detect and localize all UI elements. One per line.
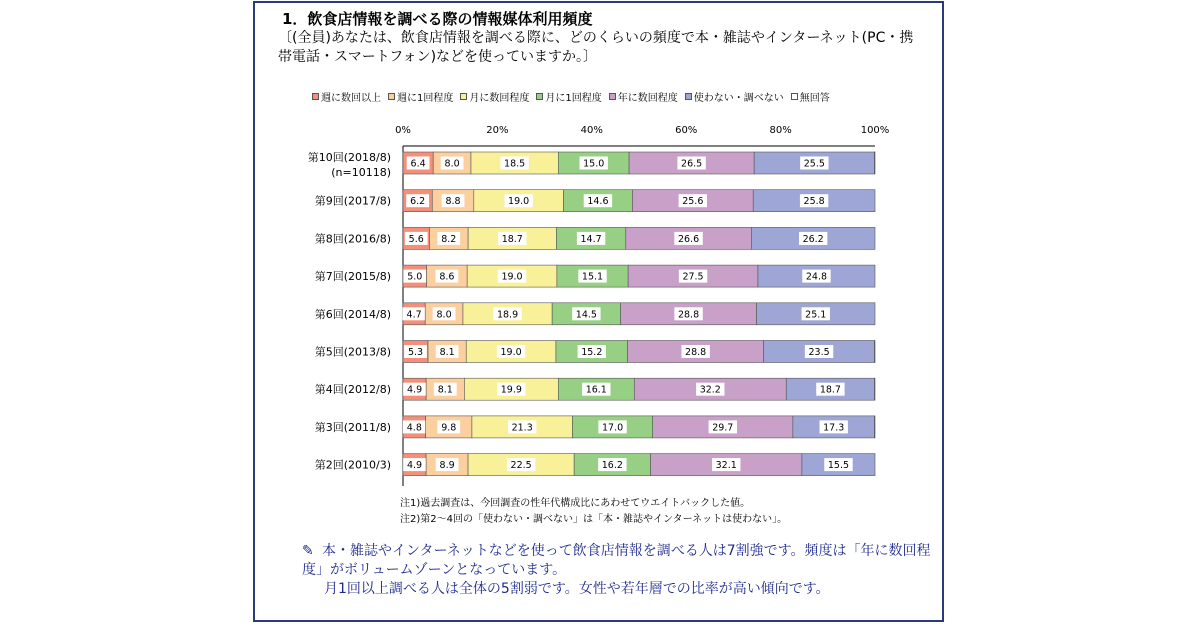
chart-title: 1．飲食店情報を調べる際の情報媒体利用頻度 [282,10,593,28]
data-label: 18.9 [496,309,519,321]
category-label: 第8回(2016/8) [314,232,391,246]
data-label: 15.2 [581,347,603,358]
category-label: 第6回(2014/8) [314,307,391,321]
data-label: 32.2 [699,384,721,396]
x-tick-label: 100% [860,125,890,136]
data-label: 8.0 [444,158,460,170]
legend-label: 無回答 [799,92,830,104]
data-label: 18.7 [819,384,841,396]
data-label: 14.6 [587,196,609,208]
data-label: 23.5 [808,347,830,358]
x-tick-label: 60% [675,125,698,136]
note-1: 注1)過去調査は、今回調査の性年代構成比にあわせてウエイトバックした値。 [400,498,751,509]
category-label: 第10回(2018/8) [307,151,391,164]
x-tick-label: 20% [486,125,509,136]
data-label: 25.8 [803,196,825,208]
data-label: 26.2 [802,233,824,245]
summary-line-1: 本・雑誌やインターネットなどを使って飲食店情報を調べる人は7割強です。頻度は「年に数回程度」がボリュームゾーンとなっています。 [302,543,931,578]
data-label: 18.5 [504,158,526,170]
note-2: 注2)第2～4回の「使わない・調べない」は「本・雑誌やインターネットは使わない」。 [400,514,788,525]
data-label: 8.8 [445,196,461,208]
data-label: 15.0 [583,158,605,170]
data-label: 6.4 [410,158,426,170]
data-label: 5.3 [407,347,424,358]
legend-label: 年に数回程度 [617,92,678,104]
data-label: 8.9 [439,460,455,472]
category-label: 第9回(2017/8) [314,194,391,208]
data-label: 4.9 [407,384,423,396]
legend-label: 使わない・調べない [693,92,784,104]
data-label: 8.1 [437,384,453,396]
data-label: 8.0 [436,309,452,321]
data-label: 14.7 [580,233,602,245]
data-label: 32.1 [715,460,737,472]
legend-label: 月に数回程度 [469,92,530,104]
data-label: 19.9 [500,384,522,396]
data-label: 28.8 [677,309,700,321]
category-label: 第4回(2012/8) [314,383,391,397]
data-label: 29.7 [712,422,734,434]
data-label: 19.0 [508,196,530,208]
category-label: 第7回(2015/8) [314,270,391,284]
x-tick-label: 80% [769,125,792,136]
data-label: 5.0 [407,271,423,283]
data-label: 21.3 [511,422,533,434]
data-label: 8.2 [441,233,457,245]
chart-notes [400,496,787,528]
data-label: 6.2 [410,196,426,208]
data-label: 4.7 [406,309,422,321]
data-label: 17.0 [601,422,624,434]
summary-line-2: 月1回以上調べる人は全体の5割弱です。女性や若年層での比率が高い傾向です。 [324,581,830,597]
legend-label: 週に1回程度 [397,92,454,104]
data-label: 19.0 [501,271,523,283]
data-label: 27.5 [682,271,704,283]
data-label: 14.5 [575,309,597,321]
pencil-icon: ✎ [302,543,314,559]
data-label: 25.6 [682,196,704,208]
data-label: 8.6 [439,271,455,283]
survey-question: 〔(全員)あなたは、飲食店情報を調べる際に、どのくらいの頻度で本・雑誌やインターネット(PC・携帯電話・スマートフォン)などを使っていますか。〕 [278,30,914,65]
data-label: 15.5 [827,460,850,472]
data-label: 25.1 [805,309,827,321]
data-label: 9.8 [441,422,457,434]
category-label: 第3回(2011/8) [314,420,391,434]
summary-box [302,542,942,599]
category-sublabel: (n=10118) [331,166,391,179]
data-label: 26.5 [681,158,703,170]
category-label: 第5回(2013/8) [314,345,391,359]
data-label: 4.9 [406,460,423,472]
data-label: 26.6 [677,233,700,245]
x-tick-label: 0% [395,125,411,136]
legend-label: 週に数回以上 [321,92,381,104]
x-tick-label: 40% [580,125,603,136]
data-label: 4.8 [406,422,422,434]
data-label: 22.5 [510,460,532,472]
data-label: 16.1 [585,384,607,396]
data-label: 24.8 [805,271,828,283]
data-label: 25.5 [803,158,825,170]
data-label: 8.1 [439,347,455,358]
legend-label: 月に1回程度 [545,92,602,104]
data-label: 19.0 [500,347,522,358]
data-label: 5.6 [408,233,424,245]
data-label: 15.1 [581,271,604,283]
category-label: 第2回(2010/3) [314,458,391,472]
data-label: 17.3 [823,422,845,434]
data-label: 18.7 [501,233,523,245]
data-label: 28.8 [685,347,707,358]
data-label: 16.2 [601,460,623,472]
